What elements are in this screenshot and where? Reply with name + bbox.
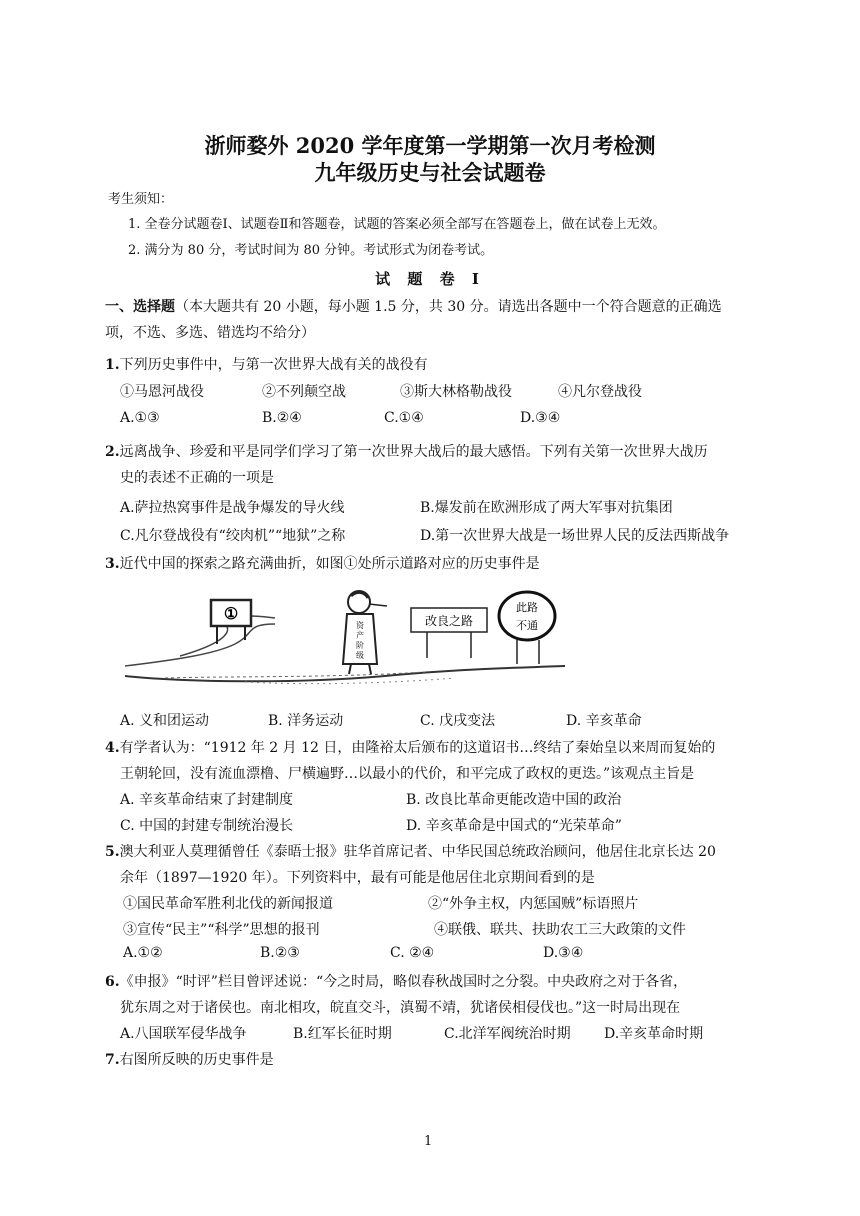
- q1-item-4: ④凡尔登战役: [558, 384, 642, 400]
- q6-option-a: A.八国联军侵华战争: [120, 1026, 247, 1042]
- part1-heading: 一、选择题: [105, 299, 175, 315]
- question-2-stem-line2: 史的表述不正确的一项是: [120, 470, 274, 486]
- q5-option-a: A.①②: [123, 945, 163, 961]
- q1-option-c: C.①④: [384, 410, 424, 426]
- person-label-2: 产: [356, 631, 364, 640]
- q3-road-illustration: [125, 584, 565, 694]
- sign-dead-end-line2: 不通: [516, 619, 538, 632]
- part1-line2: 项，不选、多选、错选均不给分）: [105, 325, 315, 341]
- q1-item-2: ②不列颠空战: [262, 384, 346, 400]
- q3-option-c: C. 戊戌变法: [420, 713, 496, 729]
- q4-option-a: A. 辛亥革命结束了封建制度: [120, 792, 294, 808]
- question-5-stem-line2: 余年（1897—1920 年）。下列资料中，最有可能是他居住北京期间看到的是: [120, 870, 595, 886]
- part1-instructions: （本大题共有 20 小题，每小题 1.5 分，共 30 分。请选出各题中一个符合题意的正确选: [175, 299, 722, 315]
- q1-option-a: A.①③: [120, 410, 160, 426]
- notice-item-1: 1. 全卷分试题卷Ⅰ、试题卷Ⅱ和答题卷，试题的答案必须全部写在答题卷上，做在试卷上无效。: [128, 217, 666, 232]
- q4-option-d: D. 辛亥革命是中国式的“光荣革命”: [406, 818, 622, 834]
- sign-number-text: ①: [223, 604, 239, 623]
- question-6-stem-line2: 犹东周之对于诸侯也。南北相攻，皖直交斗，滇蜀不靖，犹诸侯相侵伐也。”这一时局出现在: [120, 1000, 681, 1016]
- q2-option-c: C.凡尔登战役有“绞肉机”“地狱”之称: [120, 528, 346, 544]
- question-7-stem: 7.右图所反映的历史事件是: [105, 1052, 274, 1068]
- person-label-1: 资: [356, 621, 364, 630]
- q5-option-c: C. ②④: [390, 945, 435, 961]
- q3-option-d: D. 辛亥革命: [566, 713, 642, 729]
- q5-item-2: ②“外争主权，内惩国贼”标语照片: [428, 896, 639, 912]
- question-5-stem-line1: 5.澳大利亚人莫理循曾任《泰晤士报》驻华首席记者、中华民国总统政治顾问，他居住北京长达 20: [105, 844, 716, 860]
- q1-option-d: D.③④: [520, 410, 561, 426]
- q1-item-1: ①马恩河战役: [120, 384, 204, 400]
- q5-item-1: ①国民革命军胜利北伐的新闻报道: [123, 896, 333, 912]
- road-sign-reform: [411, 608, 487, 658]
- q2-option-b: B.爆发前在欧洲形成了两大军事对抗集团: [420, 500, 673, 516]
- q5-item-4: ④联俄、联共、扶助农工三大政策的文件: [434, 922, 686, 938]
- question-2-stem-line1: 2.远离战争、珍爱和平是同学们学习了第一次世界大战后的最大感悟。下列有关第一次世界大战历: [105, 444, 708, 460]
- person-figure: [343, 591, 387, 674]
- q2-option-a: A.萨拉热窝事件是战争爆发的导火线: [120, 500, 345, 516]
- question-4-stem-line2: 王朝轮回，没有流血漂橹、尸横遍野…以最小的代价，和平完成了政权的更迭。”该观点主旨是: [120, 766, 695, 782]
- q6-option-c: C.北洋军阀统治时期: [444, 1026, 571, 1042]
- q4-option-b: B. 改良比革命更能改造中国的政治: [406, 792, 622, 808]
- q6-option-b: B.红军长征时期: [293, 1026, 392, 1042]
- q5-item-3: ③宣传“民主”“科学”思想的报刊: [123, 922, 320, 938]
- question-6-stem-line1: 6.《申报》“时评”栏目曾评述说：“今之时局，略似春秋战国时之分裂。中央政府之对于各省，: [105, 974, 688, 990]
- part1-line1: [105, 296, 722, 316]
- section-title: 试 题 卷 Ⅰ: [375, 270, 485, 288]
- q1-option-b: B.②④: [262, 410, 302, 426]
- q6-option-d: D.辛亥革命时期: [604, 1026, 704, 1042]
- notice-label: 考生须知：: [108, 192, 174, 207]
- road-sign-number: [211, 600, 251, 644]
- sign-dead-end-line1: 此路: [516, 601, 538, 614]
- page-number: 1: [424, 1134, 433, 1149]
- sign-reform-text: 改良之路: [424, 614, 474, 628]
- question-4-stem-line1: 4.有学者认为：“1912 年 2 月 12 日，由隆裕太后颁布的这道诏书…终结了秦始皇以来周而复始的: [105, 740, 716, 756]
- person-label-3: 阶: [356, 641, 364, 650]
- q2-option-d: D.第一次世界大战是一场世界人民的反法西斯战争: [420, 528, 730, 544]
- q4-option-c: C. 中国的封建专制统治漫长: [120, 818, 294, 834]
- person-label-4: 级: [356, 651, 364, 660]
- q3-option-b: B. 洋务运动: [268, 713, 344, 729]
- exam-title-line2: 九年级历史与社会试题卷: [314, 160, 546, 185]
- question-1-stem: 1.下列历史事件中，与第一次世界大战有关的战役有: [105, 357, 428, 373]
- q3-option-a: A. 义和团运动: [120, 713, 210, 729]
- q5-option-b: B.②③: [260, 945, 300, 961]
- q5-option-d: D.③④: [543, 945, 584, 961]
- question-3-stem: 3.近代中国的探索之路充满曲折，如图①处所示道路对应的历史事件是: [105, 556, 540, 572]
- exam-title-line1: 浙师婺外 2020 学年度第一学期第一次月考检测: [204, 133, 656, 158]
- q1-item-3: ③斯大林格勒战役: [400, 384, 512, 400]
- road-sign-dead-end: [499, 592, 555, 664]
- notice-item-2: 2. 满分为 80 分，考试时间为 80 分钟。考试形式为闭卷考试。: [128, 243, 494, 258]
